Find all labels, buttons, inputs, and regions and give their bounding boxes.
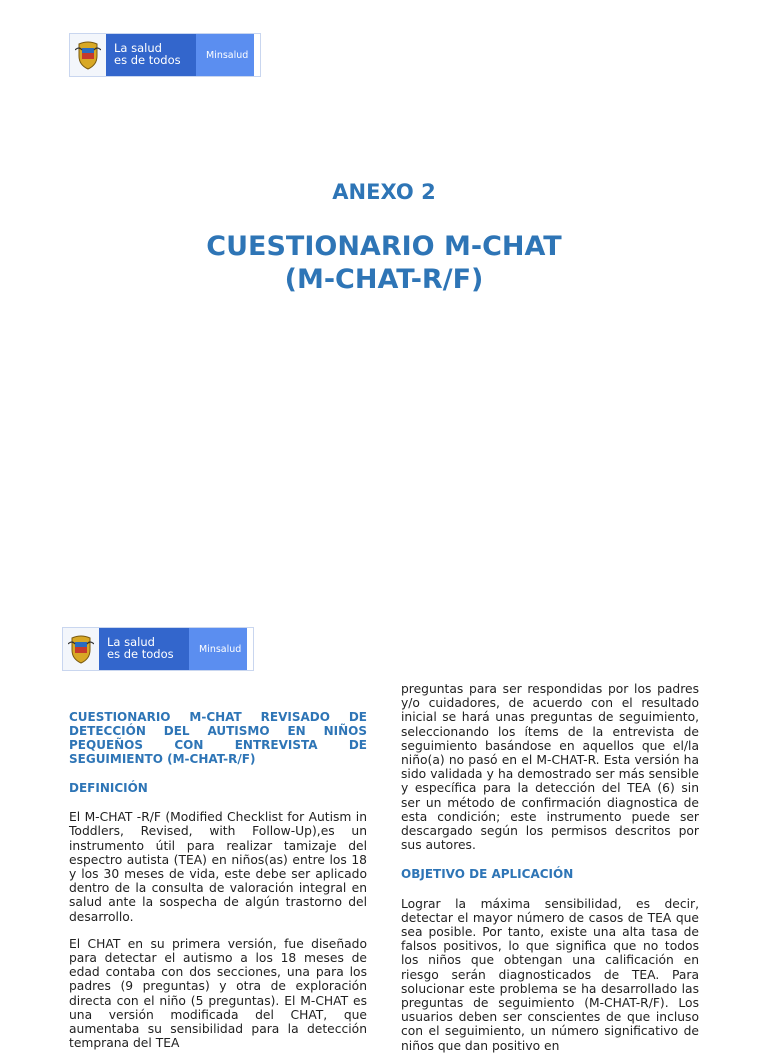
objective-paragraph: Lograr la máxima sensibilidad, es decir, detectar el mayor número de casos de TEA que sea posible. Por tanto, existe una alta tasa de falsos positivos, lo que significa que no todos los niños que obtengan una calificación en riesgo serán diagnosticados de TEA. Para solucionar este problema se ha desarrollado las preguntas de seguimiento (M-CHAT-R/F). Los usuarios deben ser conscientes de que incluso con el seguimiento, un número significativo de niños que dan positivo en xyxy=(401,896,699,1053)
minsalud-logo-page2 xyxy=(62,627,254,671)
right-column xyxy=(401,682,699,1053)
document-title-line2: (M-CHAT-R/F) xyxy=(284,264,484,295)
section-heading: CUESTIONARIO M-CHAT REVISADO DE DETECCIÓN DEL AUTISMO EN NIÑOS PEQUEÑOS CON ENTREVISTA DE SEGUIMIENTO (M-CHAT-R/F) xyxy=(69,710,367,766)
logo-slogan-line2: es de todos xyxy=(107,647,174,661)
coat-of-arms-icon xyxy=(63,628,99,670)
logo-slogan-line1: La salud xyxy=(107,635,155,649)
annex-title: ANEXO 2 xyxy=(332,180,436,204)
logo-slogan-line2: es de todos xyxy=(114,53,181,67)
coat-of-arms-icon xyxy=(70,34,106,76)
document-title xyxy=(0,230,768,296)
document-title-line1: CUESTIONARIO M-CHAT xyxy=(206,231,562,262)
continuation-paragraph: preguntas para ser respondidas por los padres y/o cuidadores, de acuerdo con el resultado inicial se hará unas preguntas de seguimiento, seleccionando los ítems de la entrevista de seguimiento basándose en aquellos que el/la niño(a) no pasó en el M-CHAT-R. Esta versión ha sido validada y ha demostrado ser más sensible y específica para la detección del TEA (6) sin ser un método de confirmación diagnostica de esta condición; este instrumento puede ser descargado según los permisos descritos por sus autores. xyxy=(401,682,699,853)
definition-paragraph: El M-CHAT -R/F (Modified Checklist for Autism in Toddlers, Revised, with Follow-Up),es un instrumento útil para realizar tamizaje del espectro autista (TEA) en niños(as) entre los 18 y los 30 meses de vida, este debe ser aplicado dentro de la consulta de valoración integral en salud ante la sospecha de algún trastorno del desarrollo. xyxy=(69,810,367,924)
chat-history-paragraph: El CHAT en su primera versión, fue diseñado para detectar el autismo a los 18 meses de edad contaba con dos secciones, una para los padres (9 preguntas) y otra de exploración directa con el niño (5 preguntas). El M-CHAT es una versión modificada del CHAT, que aumentaba su sensibilidad para la detección temprana del TEA xyxy=(69,936,367,1051)
definition-title: DEFINICIÓN xyxy=(69,781,148,795)
logo-slogan xyxy=(99,628,189,670)
minsalud-logo xyxy=(69,33,261,77)
left-column xyxy=(69,710,367,1050)
logo-slogan xyxy=(106,34,196,76)
logo-brand: Minsalud xyxy=(196,34,254,76)
logo-brand: Minsalud xyxy=(189,628,247,670)
objective-title: OBJETIVO DE APLICACIÓN xyxy=(401,867,574,882)
logo-slogan-line1: La salud xyxy=(114,41,162,55)
